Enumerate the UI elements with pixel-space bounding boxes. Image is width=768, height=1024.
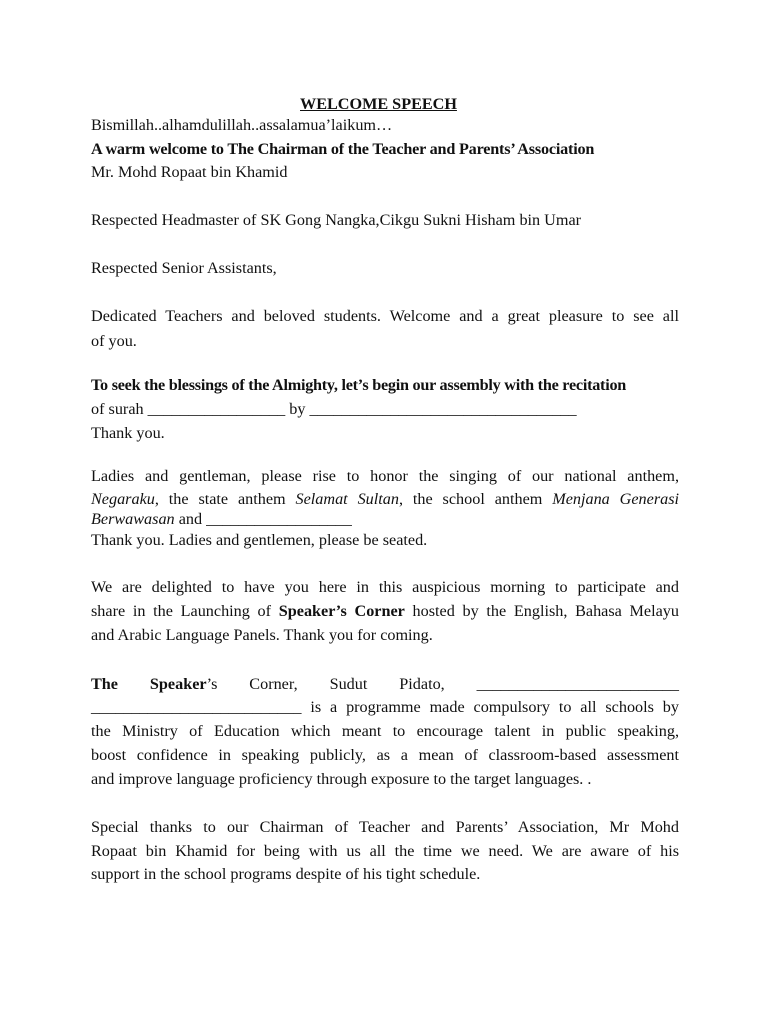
thanks-line-3: support in the school programs despite of his tight schedule. <box>91 865 481 883</box>
anthem-school-name-1: Menjana Generasi <box>552 490 680 508</box>
corner-line-3: the Ministry of Education which meant to encourage talent in public speaking, <box>91 722 679 740</box>
speakers-word: Speaker <box>278 602 336 620</box>
seated-line: Thank you. Ladies and gentlemen, please be seated. <box>91 531 428 549</box>
page-title: WELCOME SPEECH <box>300 95 457 113</box>
anthem-school-name-2: Berwawasan <box>91 510 175 528</box>
anthem-text-1: , the state anthem <box>154 490 296 508</box>
corner-line-4: boost confidence in speaking publicly, as a mean of classroom-based assessment <box>91 746 679 764</box>
delighted-line-1: We are delighted to have you here in this auspicious morning to participate and <box>91 578 679 596</box>
thanks-line-2: Ropaat bin Khamid for being with us all the time we need. We are aware of his <box>91 842 679 860</box>
anthem-blank: and __________________ <box>174 510 352 528</box>
chairman-name: Mr. Mohd Ropaat bin Khamid <box>91 163 288 181</box>
delighted-text-2: hosted by the English, Bahasa Melayu <box>404 602 679 620</box>
corner-blank: _________________________ <box>476 675 679 693</box>
delighted-text-1: share in the Launching of <box>91 602 279 620</box>
corner-word: Corner <box>354 602 405 620</box>
headmaster-line: Respected Headmaster of SK Gong Nangka,Cikgu Sukni Hisham bin Umar <box>91 211 582 229</box>
corner-line-2: __________________________ is a programme made compulsory to all schools by <box>91 698 679 716</box>
corner-line-5: and improve language proficiency through exposure to the target languages. . <box>91 770 592 788</box>
recitation-line-1: To seek the blessings of the Almighty, let’s begin our assembly with the recitation <box>91 376 627 394</box>
corner-speakers <box>150 674 217 694</box>
speakers-apostrophe: ’s <box>335 602 355 620</box>
corner-line-1 <box>91 674 679 694</box>
anthem-line-3 <box>91 509 352 529</box>
teachers-line-1: Dedicated Teachers and beloved students. Welcome and a great pleasure to see all <box>91 307 679 325</box>
corner-sudut: Sudut <box>329 675 368 693</box>
corner-pidato: Pidato, <box>399 675 445 693</box>
corner-speaker-suffix: ’s <box>206 675 218 693</box>
corner-speaker-word: Speaker <box>149 675 207 693</box>
anthem-text-2: , the school anthem <box>398 490 553 508</box>
anthem-line-1: Ladies and gentleman, please rise to honor the singing of our national anthem, <box>91 467 679 485</box>
anthem-national-name: Negaraku <box>91 490 155 508</box>
anthem-line-2 <box>91 489 679 509</box>
delighted-line-3: and Arabic Language Panels. Thank you for coming. <box>91 626 433 644</box>
corner-corner: Corner, <box>249 675 298 693</box>
senior-assistants-line: Respected Senior Assistants, <box>91 259 277 277</box>
thanks-line-1: Special thanks to our Chairman of Teacher and Parents’ Association, Mr Mohd <box>91 818 679 836</box>
thank-you-line: Thank you. <box>91 424 165 442</box>
recitation-line-2: of surah _________________ by _________________________________ <box>91 400 577 418</box>
greeting-line: Bismillah..alhamdulillah..assalamua’laikum… <box>91 116 393 134</box>
teachers-line-2: of you. <box>91 332 137 350</box>
anthem-state-name: Selamat Sultan <box>295 490 399 508</box>
delighted-line-2 <box>91 601 679 621</box>
corner-the: The <box>91 675 118 693</box>
welcome-line: A warm welcome to The Chairman of the Teacher and Parents’ Association <box>91 140 595 158</box>
